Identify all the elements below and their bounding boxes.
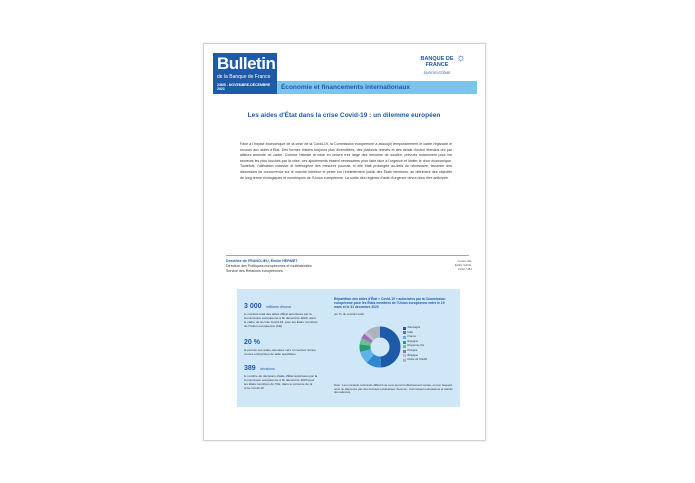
legend-swatch (403, 331, 406, 334)
author-names: Dorothée de FRANCLIEU, Émilie HERMET (226, 259, 298, 263)
eurosystem-label: EUROSYSTÈME (423, 71, 451, 75)
key-figure (244, 357, 319, 391)
key-figure-description: le montant total des aides d'État autorisées par la Commission européenne à fin décembre 2020, dans le cadre de la crise Covid-19, pour les États membres de l'Union européenne (UE) (244, 312, 318, 328)
legend-label: Royaume-Uni (407, 344, 424, 348)
legend-swatch (403, 345, 406, 348)
chart-unit-label: (en %, du montant total) (334, 312, 364, 316)
donut-chart (358, 325, 402, 369)
section-label: Économie et financements internationaux (281, 84, 410, 91)
legend-swatch (403, 341, 406, 344)
legend-label: Allemagne (407, 326, 421, 329)
bulletin-masthead (213, 53, 277, 94)
key-figure (244, 331, 319, 357)
key-figures-panel (237, 289, 460, 407)
article-title: Les aides d'État dans la crise Covid-19 : un dilemme européen (247, 112, 441, 119)
legend-label: Belgique (407, 353, 418, 357)
jel-code-line: E220, E23G, (454, 263, 472, 267)
key-figure-unit: milliards d'euros (265, 305, 292, 309)
legend-swatch (403, 350, 406, 353)
key-figure (244, 295, 319, 329)
bank-name: BANQUE DE FRANCE (420, 56, 454, 68)
issue-label: 238/5 - NOVEMBRE-DÉCEMBRE 2021 (217, 83, 271, 91)
bulletin-page (203, 43, 486, 441)
legend-swatch (403, 327, 406, 330)
article-abstract: Face à l'impact économique de la crise de la Covid-19, la Commission européenne a assoupli temporairement le cadre régissant le recours aux aides d'État. Des formes d'aides toujours plus diversifiées, des plafonds relevés et des délais d'octroi étendus ont par ailleurs amendé ce cadre. Comme l'atteste la mise en œuvre très large des mesures de soutien, prévues notamment pour les secteurs les plus touchés par la crise, ces ajustements étaient nécessaires pour faire face à l'urgence et limiter le choc économique. Toutefois, l'utilisation massive et hétérogène des mesures pourrait, si elle était prolongée au-delà du nécessaire, favoriser des distorsions de concurrence sur le marché intérieur et peser sur l'endettement public des États membres, au détriment des objectifs de long terme écologiques et numériques de l'Union européenne. La sortie des régimes d'aide d'urgence devra donc être anticipée. (240, 142, 452, 180)
jel-codes (450, 259, 472, 271)
legend-item (403, 358, 427, 363)
chart-legend (403, 326, 427, 363)
key-figure-description: le nombre de décisions d'aide d'État autorisées par la Commission européenne à fin décembre 2020 pour les États membres de l'UE, dans le contexte de la crise Covid-19 (244, 374, 318, 390)
jel-code-line: F312, H81 (457, 267, 472, 271)
key-figure-number: 20 % (244, 339, 260, 346)
banque-de-france-logo (409, 52, 467, 78)
legend-label: Reste de l'UE28 (407, 358, 427, 362)
key-figure-description: la part de ces aides orientées vers un secteur donné ou des entreprises de taille spécifique (244, 348, 316, 356)
key-figure-number: 3 000 (244, 303, 262, 310)
bulletin-subtitle: de la Banque de France (217, 74, 271, 80)
legend-label: Pologne (407, 348, 418, 352)
jel-code-line: Codes JEL (457, 259, 472, 263)
bulletin-title: Bulletin (217, 54, 276, 73)
key-figure-number: 389 (244, 365, 256, 372)
author-department: Direction des Politiques européennes et multilatérales (226, 264, 312, 268)
chart-note: Note : Les montants notionnels diffèrent de ceux qui sont effectivement versés, et pour lesquels nous ne disposons pas des données exhaustives. Sources : Commission européenne et calculs des auteures. (334, 383, 453, 395)
legend-label: Espagne (407, 339, 419, 343)
legend-swatch (403, 354, 406, 357)
author-service: Service des Relations européennes (226, 269, 283, 273)
author-block (226, 259, 312, 274)
divider (226, 255, 469, 256)
legend-label: France (407, 335, 416, 339)
legend-label: Italie (407, 330, 414, 334)
key-figure-unit: décisions (260, 367, 275, 371)
bdf-emblem-icon: ☼ (456, 52, 467, 64)
chart-title: Répartition des aides d'État « Covid-19 » autorisées par la Commission européenne pour les États membres de l'Union européenne entre le 19 mars et le 31 décembre 2020 (334, 297, 446, 310)
legend-swatch (403, 359, 406, 362)
legend-swatch (403, 336, 406, 339)
